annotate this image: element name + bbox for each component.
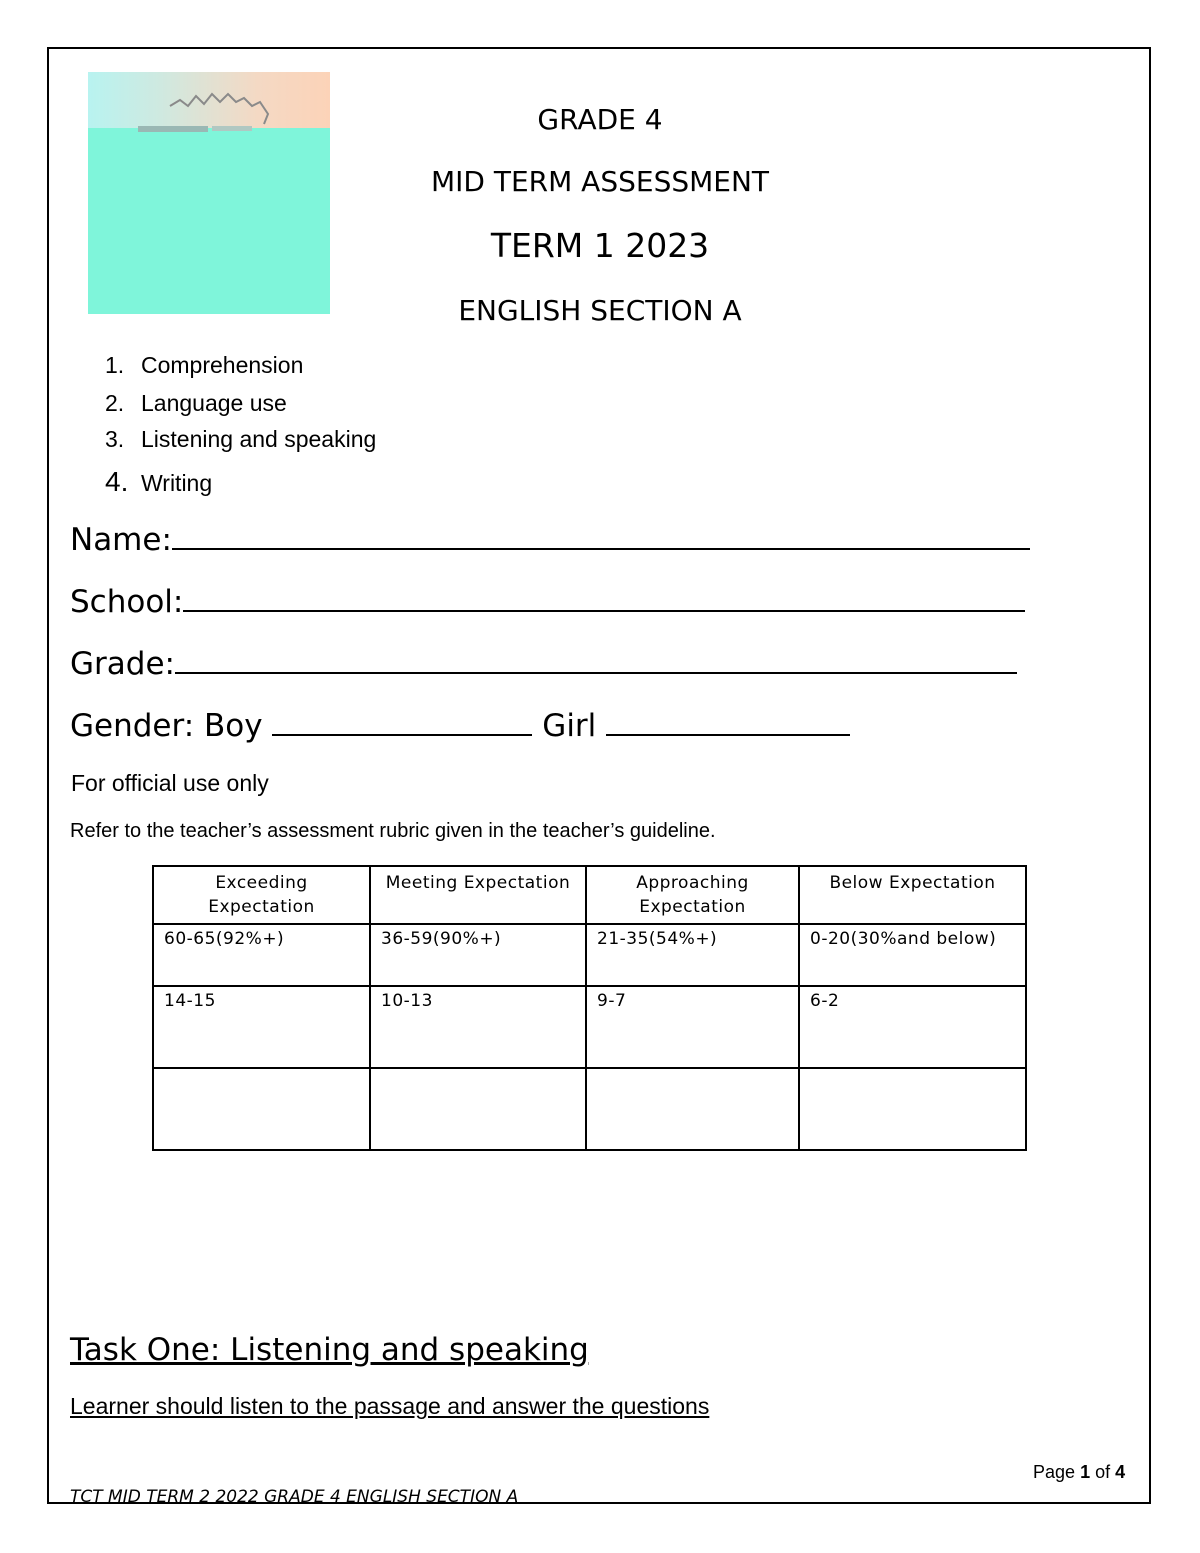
table-cell <box>586 1068 799 1150</box>
boy-blank[interactable] <box>272 708 532 736</box>
grade-title: GRADE 4 <box>537 103 663 136</box>
subject-title: ENGLISH SECTION A <box>458 294 742 327</box>
table-cell: 60-65(92%+) <box>153 924 370 986</box>
grade-label: Grade: <box>70 646 175 682</box>
list-item: 3. Listening and speaking <box>105 426 377 452</box>
header-exceeding: Exceeding Expectation <box>153 866 370 924</box>
table-cell: 14-15 <box>153 986 370 1068</box>
name-field[interactable] <box>70 522 1030 558</box>
table-cell <box>370 1068 586 1150</box>
gender-boy-label: Gender: Boy <box>70 708 263 744</box>
table-cell: 6-2 <box>799 986 1026 1068</box>
rubric-table <box>152 865 1027 1151</box>
gender-girl-label: Girl <box>542 708 597 744</box>
table-cell: 36-59(90%+) <box>370 924 586 986</box>
school-field[interactable] <box>70 584 1025 620</box>
list-item: 1. Comprehension <box>105 352 304 378</box>
school-blank[interactable] <box>183 584 1025 612</box>
header-below: Below Expectation <box>799 866 1026 924</box>
grade-field[interactable] <box>70 646 1017 682</box>
table-row <box>153 1068 1026 1150</box>
assessment-title: MID TERM ASSESSMENT <box>430 165 770 198</box>
table-cell: 10-13 <box>370 986 586 1068</box>
logo-sun-icon <box>88 72 330 314</box>
school-logo <box>88 72 330 314</box>
page-number: Page 1 of 4 <box>1033 1462 1126 1482</box>
list-item: 4. Writing <box>105 466 213 497</box>
term-title: TERM 1 2023 <box>490 226 710 265</box>
gender-field[interactable] <box>70 708 850 744</box>
table-row <box>153 986 1026 1068</box>
table-cell <box>799 1068 1026 1150</box>
table-cell: 21-35(54%+) <box>586 924 799 986</box>
name-blank[interactable] <box>172 522 1030 550</box>
task-title: Task One: Listening and speaking <box>70 1332 589 1368</box>
table-row <box>153 924 1026 986</box>
table-header-row <box>153 866 1026 924</box>
list-item: 2. Language use <box>105 390 287 416</box>
rubric-note: Refer to the teacher’s assessment rubric given in the teacher’s guideline. <box>70 820 716 842</box>
table-cell: 0-20(30%and below) <box>799 924 1026 986</box>
header-meeting: Meeting Expectation <box>370 866 586 924</box>
table-cell: 9-7 <box>586 986 799 1068</box>
header-approaching: Approaching Expectation <box>586 866 799 924</box>
school-label: School: <box>70 584 184 620</box>
table-cell <box>153 1068 370 1150</box>
official-use-label: For official use only <box>71 770 269 796</box>
girl-blank[interactable] <box>606 708 850 736</box>
grade-blank[interactable] <box>175 646 1017 674</box>
name-label: Name: <box>70 522 172 558</box>
footer-text: TCT MID TERM 2 2022 GRADE 4 ENGLISH SECTION A <box>70 1487 519 1507</box>
task-instruction: Learner should listen to the passage and answer the questions <box>70 1393 710 1419</box>
